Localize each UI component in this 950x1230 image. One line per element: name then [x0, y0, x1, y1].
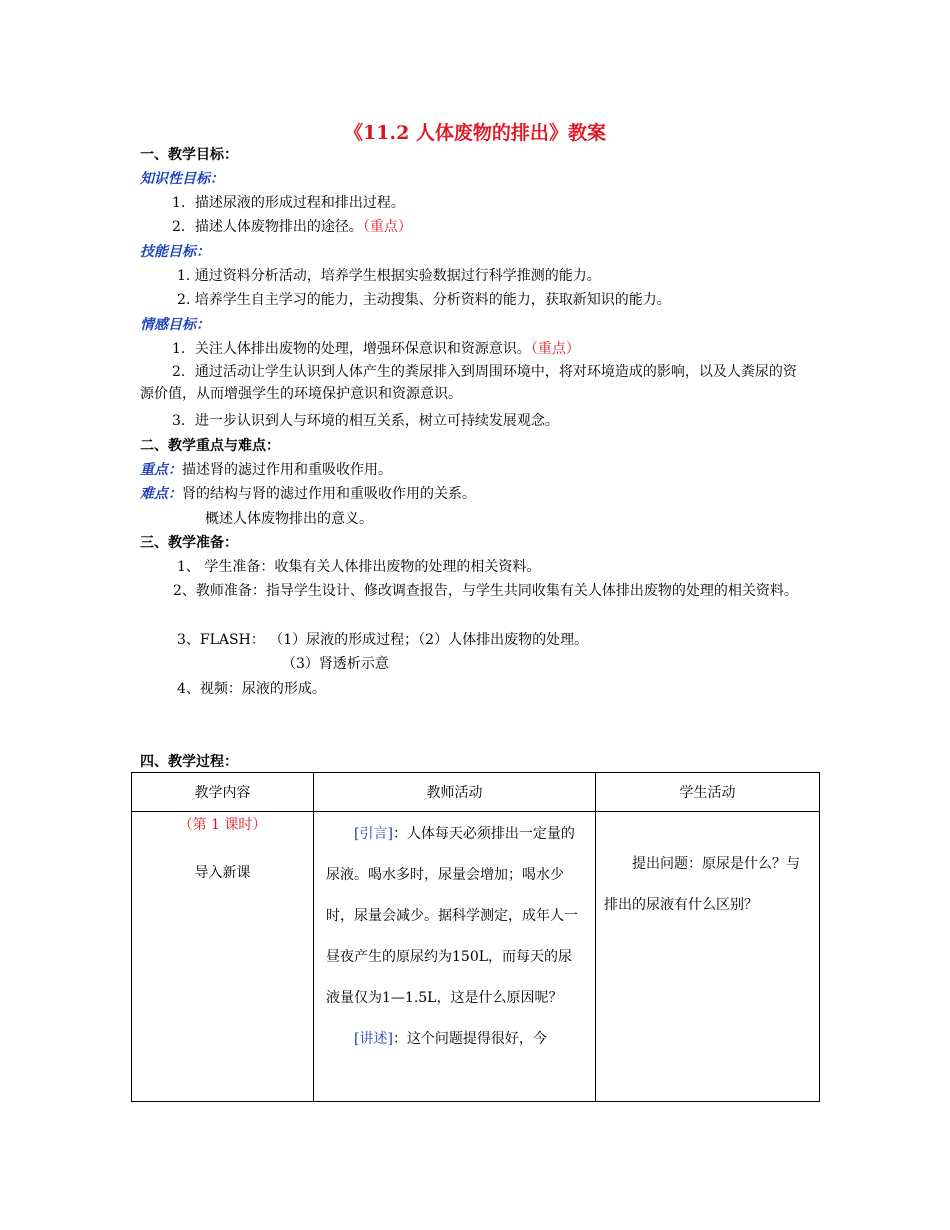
difficulty-line — [140, 484, 476, 504]
cell-student-activity — [596, 812, 820, 1102]
lesson-stage: 导入新课 — [194, 865, 251, 881]
teacher-lecture — [314, 1019, 595, 1060]
knowledge-item-1: 1．描述尿液的形成过程和排出过程。 — [172, 195, 405, 211]
skill-objective-label: 技能目标： — [140, 244, 210, 260]
key-point-tag: （重点） — [530, 341, 580, 357]
emotion-objective-label: 情感目标： — [140, 317, 210, 333]
difficulty-text-2: 概述人体废物排出的意义。 — [205, 511, 373, 527]
knowledge-item-2-text: 2．描述人体废物排出的途径。 — [172, 219, 363, 235]
cell-teacher-activity — [314, 812, 596, 1102]
header-content: 教学内容 — [132, 773, 314, 812]
difficulty-label: 难点： — [140, 486, 182, 502]
section-heading-objectives: 一、教学目标： — [140, 147, 238, 163]
key-point-line — [140, 460, 392, 480]
header-student: 学生活动 — [596, 773, 820, 812]
section-heading-process: 四、教学过程： — [140, 754, 238, 770]
emotion-item-1 — [172, 339, 580, 359]
lecture-tag: [讲述] — [354, 1031, 393, 1047]
prep-item-3: 3、FLASH： （1）尿液的形成过程；（2）人体排出废物的处理。 — [177, 632, 589, 648]
lecture-text: ：这个问题提得很好，今 — [392, 1031, 547, 1047]
section-heading-key-points: 二、教学重点与难点： — [140, 438, 280, 454]
intro-tag: [引言] — [354, 826, 393, 842]
key-point-tag: （重点） — [362, 219, 412, 235]
header-teacher: 教师活动 — [314, 773, 596, 812]
process-table — [131, 772, 820, 1102]
cell-content — [132, 812, 314, 1102]
key-point-text: 描述肾的滤过作用和重吸收作用。 — [182, 462, 392, 478]
table-row — [132, 812, 820, 1102]
section-heading-preparation: 三、教学准备： — [140, 535, 238, 551]
emotion-item-1-text: 1．关注人体排出废物的处理，增强环保意识和资源意识。 — [172, 341, 531, 357]
table-header-row — [132, 773, 820, 812]
skill-item-1: 1. 通过资料分析活动，培养学生根据实验数据过行科学推测的能力。 — [177, 268, 601, 284]
knowledge-item-2 — [172, 217, 412, 237]
document-title: 《11.2 人体废物的排出》教案 — [344, 122, 606, 144]
difficulty-text-1: 肾的结构与肾的滤过作用和重吸收作用的关系。 — [182, 486, 476, 502]
emotion-item-3: 3．进一步认识到人与环境的相互关系，树立可持续发展观念。 — [172, 413, 559, 429]
key-point-label: 重点： — [140, 462, 182, 478]
prep-item-2: 2、教师准备：指导学生设计、修改调查报告，与学生共同收集有关人体排出废物的处理的相关资料。 — [173, 583, 798, 599]
skill-item-2: 2. 培养学生自主学习的能力，主动搜集、分析资料的能力，获取新知识的能力。 — [177, 292, 671, 308]
knowledge-objective-label: 知识性目标： — [140, 171, 224, 187]
intro-text: ：人体每天必须排出一定量的尿液。喝水多时，尿量会增加；喝水少时，尿量会减少。据科学测定，成年人一昼夜产生的原尿约为150L，而每天的尿液量仅为1—1.5L，这是什么原因呢？ — [326, 826, 578, 1006]
prep-item-1: 1、 学生准备：收集有关人体排出废物的处理的相关资料。 — [177, 559, 541, 575]
teacher-intro — [314, 814, 595, 1019]
prep-item-3b: （3）肾透析示意 — [282, 656, 389, 672]
lesson-period-tag: （第 1 课时） — [178, 817, 267, 833]
emotion-item-2: 2．通过活动让学生认识到人体产生的粪尿排入到周围环境中，将对环境造成的影响，以及人粪尿的资源价值，从而增强学生的环境保护意识和资源意识。 — [140, 364, 797, 402]
student-activity-text: 提出问题：原尿是什么？与排出的尿液有什么区别？ — [604, 856, 800, 913]
prep-item-4: 4、视频：尿液的形成。 — [177, 681, 326, 697]
